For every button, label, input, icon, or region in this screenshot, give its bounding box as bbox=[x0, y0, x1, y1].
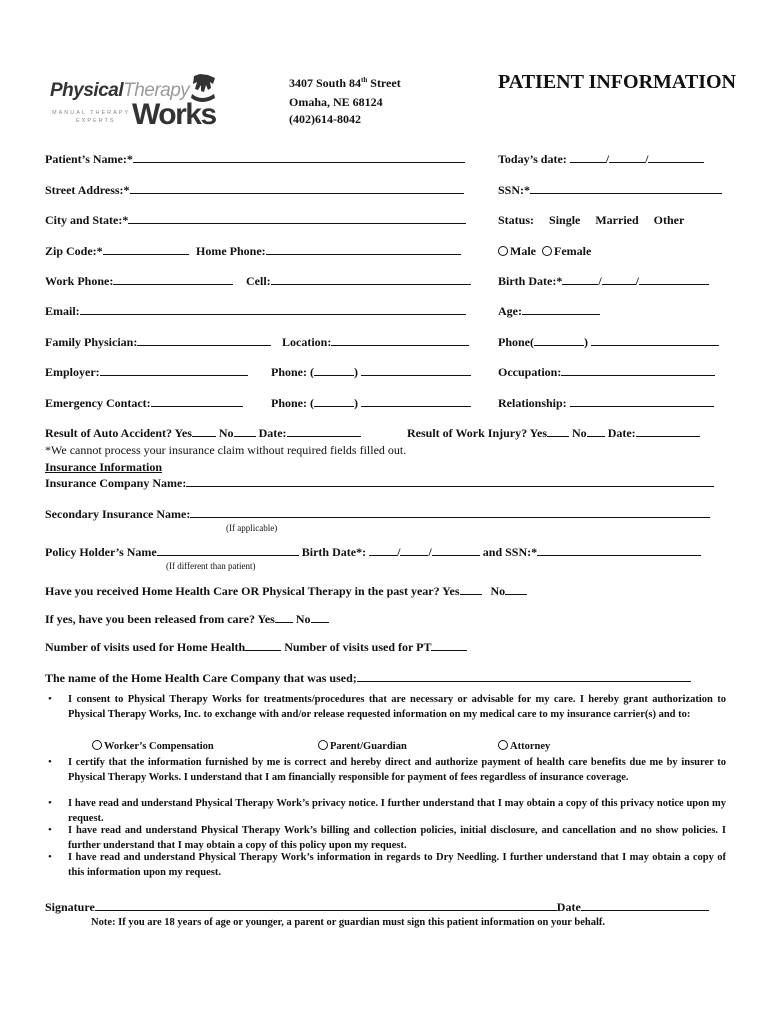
logo-tagline-1: MANUAL THERAPY bbox=[52, 110, 131, 116]
patient-name-field[interactable]: Patient’s Name:* bbox=[45, 152, 465, 167]
clinic-address-city: Omaha, NE 68124 bbox=[289, 95, 383, 109]
company-logo bbox=[48, 72, 223, 132]
signature-note: Note: If you are 18 years of age or younger, a parent or guardian must sign this patient information on your behalf. bbox=[91, 917, 606, 928]
occupation-field[interactable]: Occupation: bbox=[498, 365, 715, 380]
bullet-1: • bbox=[48, 693, 52, 705]
visits-field[interactable]: Number of visits used for Home Health Number of visits used for PT bbox=[45, 640, 467, 655]
secondary-insurance-field[interactable]: Secondary Insurance Name: bbox=[45, 507, 710, 522]
auto-accident-field[interactable]: Result of Auto Accident? Yes No Date: bbox=[45, 426, 361, 441]
attorney-radio[interactable] bbox=[498, 740, 508, 750]
birth-date-field[interactable]: Birth Date:* / / bbox=[498, 274, 709, 289]
ssn-field[interactable]: SSN:* bbox=[498, 183, 722, 198]
home-health-company-field[interactable]: The name of the Home Health Care Company that was used; bbox=[45, 671, 691, 686]
female-radio[interactable] bbox=[542, 246, 552, 256]
release-options[interactable]: Worker’s Compensation bbox=[92, 740, 214, 752]
zip-code-field[interactable]: Zip Code:* bbox=[45, 244, 189, 259]
parent-guardian-radio[interactable] bbox=[318, 740, 328, 750]
physician-location-field[interactable]: Location: bbox=[282, 335, 469, 350]
emergency-contact-field[interactable]: Emergency Contact: bbox=[45, 396, 243, 411]
consent-treatment: I consent to Physical Therapy Works for treatments/procedures that are necessary or advisable for my care. I hereby grant authorization to Physical Therapy Works, Inc. to exchange with and/or release requested information on my medical care to my insurance carrier(s) and to: bbox=[68, 694, 726, 720]
work-injury-field[interactable]: Result of Work Injury? Yes No Date: bbox=[407, 426, 700, 441]
consent-privacy: I have read and understand Physical Therapy Work’s privacy notice. I further understand that I may obtain a copy of this privacy notice upon my request. bbox=[68, 798, 726, 824]
email-field[interactable]: Email: bbox=[45, 304, 466, 319]
parent-guardian-option[interactable]: Parent/Guardian bbox=[318, 740, 407, 752]
age-field[interactable]: Age: bbox=[498, 304, 600, 319]
physician-phone-field[interactable]: Phone( ) bbox=[498, 335, 719, 350]
home-health-question[interactable]: Have you received Home Health Care OR Physical Therapy in the past year? Yes No bbox=[45, 584, 527, 599]
emergency-phone-field[interactable]: Phone: ( ) bbox=[271, 396, 471, 411]
logo-tagline-2: EXPERTS bbox=[76, 118, 116, 124]
workers-comp-radio[interactable] bbox=[92, 740, 102, 750]
work-phone-field[interactable]: Work Phone: bbox=[45, 274, 233, 289]
status-other[interactable]: Other bbox=[653, 213, 685, 227]
clinic-address-street: 3407 South 84th Street bbox=[289, 76, 401, 90]
consent-billing: I have read and understand Physical Therapy Work’s billing and collection policies, initial disclosure, and cancellation and no show policies. I further understand that I may obtain a copy of this policy upon my request. bbox=[68, 825, 726, 851]
logo-word-therapy: Therapy bbox=[123, 80, 190, 101]
released-question[interactable]: If yes, have you been released from care? Yes No bbox=[45, 612, 329, 627]
todays-date-field[interactable]: Today’s date: / / bbox=[498, 152, 704, 167]
clinic-phone: (402)614-8042 bbox=[289, 112, 361, 126]
city-state-field[interactable]: City and State:* bbox=[45, 213, 466, 228]
logo-word-works: Works bbox=[132, 98, 216, 131]
insurance-company-field[interactable]: Insurance Company Name: bbox=[45, 476, 714, 491]
home-phone-field[interactable]: Home Phone: bbox=[196, 244, 461, 259]
consent-certify: I certify that the information furnished by me is correct and hereby direct and authorize payment of health care benefits due me by insurer to Physical Therapy Works. I understand that I am financially responsible for payment of fees regardless of insurance coverage. bbox=[68, 757, 726, 783]
bullet-5: • bbox=[48, 851, 52, 863]
relationship-field[interactable]: Relationship: bbox=[498, 396, 714, 411]
marital-status[interactable]: Status: Single Married Other bbox=[498, 213, 685, 227]
page-title: PATIENT INFORMATION bbox=[498, 71, 736, 93]
gender-options[interactable]: Male Female bbox=[498, 244, 591, 259]
bullet-3: • bbox=[48, 797, 52, 809]
employer-phone-field[interactable]: Phone: ( ) bbox=[271, 365, 471, 380]
claim-notice: *We cannot process your insurance claim without required fields filled out. bbox=[45, 443, 407, 457]
bullet-4: • bbox=[48, 824, 52, 836]
logo-word-physical: Physical bbox=[50, 80, 124, 101]
employer-field[interactable]: Employer: bbox=[45, 365, 248, 380]
if-different-note: (If different than patient) bbox=[166, 561, 256, 571]
cell-field[interactable]: Cell: bbox=[246, 274, 471, 289]
attorney-option[interactable]: Attorney bbox=[498, 740, 550, 752]
street-address-field[interactable]: Street Address:* bbox=[45, 183, 464, 198]
signature-field[interactable]: Signature Date bbox=[45, 900, 709, 915]
family-physician-field[interactable]: Family Physician: bbox=[45, 335, 271, 350]
insurance-section-heading: Insurance Information bbox=[45, 460, 163, 474]
consent-dry-needling: I have read and understand Physical Therapy Work’s information in regards to Dry Needling. I further understand that I may obtain a copy of this information upon my request. bbox=[68, 852, 726, 878]
status-married[interactable]: Married bbox=[595, 213, 639, 227]
policy-holder-field[interactable]: Policy Holder’s Name Birth Date*: / / and SSN:* bbox=[45, 545, 701, 560]
status-single[interactable]: Single bbox=[549, 213, 581, 227]
bullet-2: • bbox=[48, 756, 52, 768]
if-applicable-note: (If applicable) bbox=[226, 523, 278, 533]
male-radio[interactable] bbox=[498, 246, 508, 256]
